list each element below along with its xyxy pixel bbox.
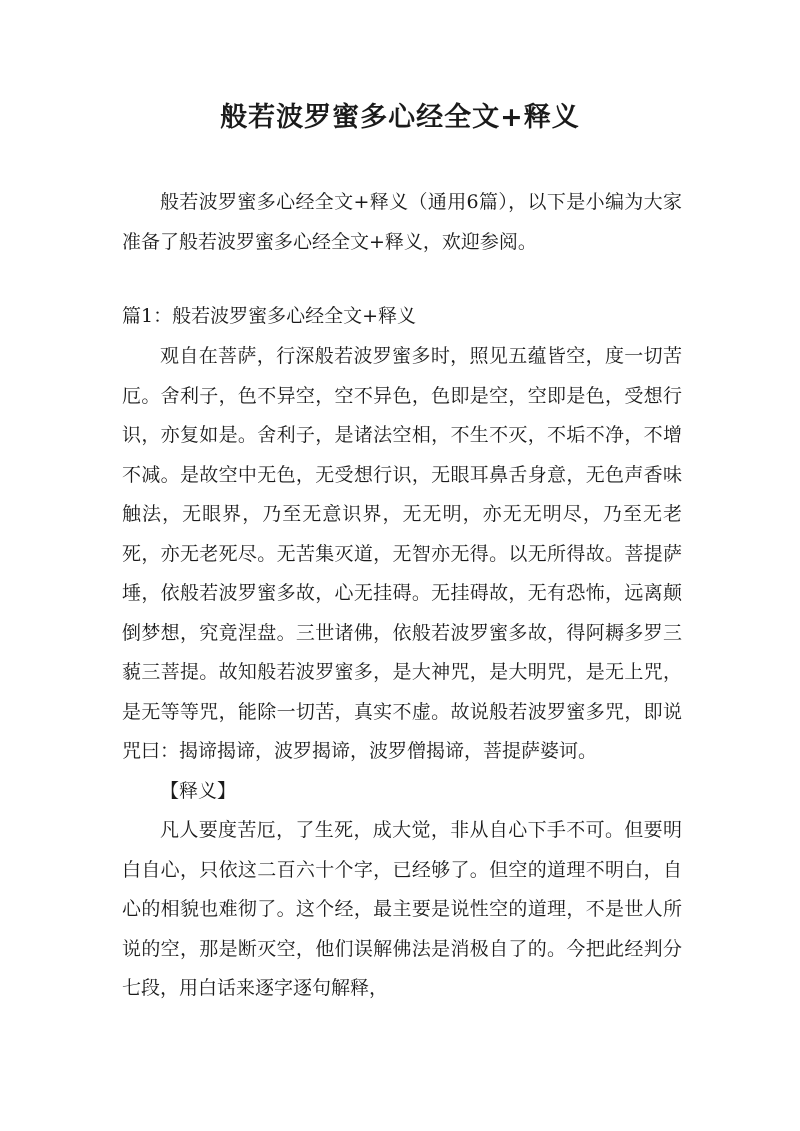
intro-paragraph: 般若波罗蜜多心经全文+释义（通用6篇），以下是小编为大家准备了般若波罗蜜多心经全文+释义，欢迎参阅。 — [122, 191, 682, 253]
explanation-paragraph: 凡人要度苦厄，了生死，成大觉，非从自心下手不可。但要明白自心，只依这二百六十个字，已经够了。但空的道理不明白，自心的相貌也难彻了。这个经，最主要是说性空的道理，不是世人所说的空，那是断灭空，他们误解佛法是消极自了的。今把此经判分七段，用白话来逐字逐句解释， — [122, 819, 682, 999]
document-title: 般若波罗蜜多心经全文+释义 — [220, 102, 580, 133]
sutra-text-paragraph: 观自在菩萨，行深般若波罗蜜多时，照见五蕴皆空，度一切苦厄。舍利子，色不异空，空不异色，色即是空，空即是色，受想行识，亦复如是。舍利子，是诸法空相，不生不灭，不垢不净，不增不减。是故空中无色，无受想行识，无眼耳鼻舌身意，无色声香味触法，无眼界，乃至无意识界，无无明，亦无无明尽，乃至无老死，亦无老死尽。无苦集灭道，无智亦无得。以无所得故。菩提萨埵，依般若波罗蜜多故，心无挂碍。无挂碍故，无有恐怖，远离颠倒梦想，究竟涅盘。三世诸佛，依般若波罗蜜多故，得阿耨多罗三藐三菩提。故知般若波罗蜜多，是大神咒，是大明咒，是无上咒，是无等等咒，能除一切苦，真实不虚。故说般若波罗蜜多咒，即说咒曰：揭谛揭谛，波罗揭谛，波罗僧揭谛，菩提萨婆诃。 — [122, 345, 682, 762]
explanation-label: 【释义】 — [160, 780, 237, 802]
section-heading: 篇1：般若波罗蜜多心经全文+释义 — [122, 305, 417, 327]
